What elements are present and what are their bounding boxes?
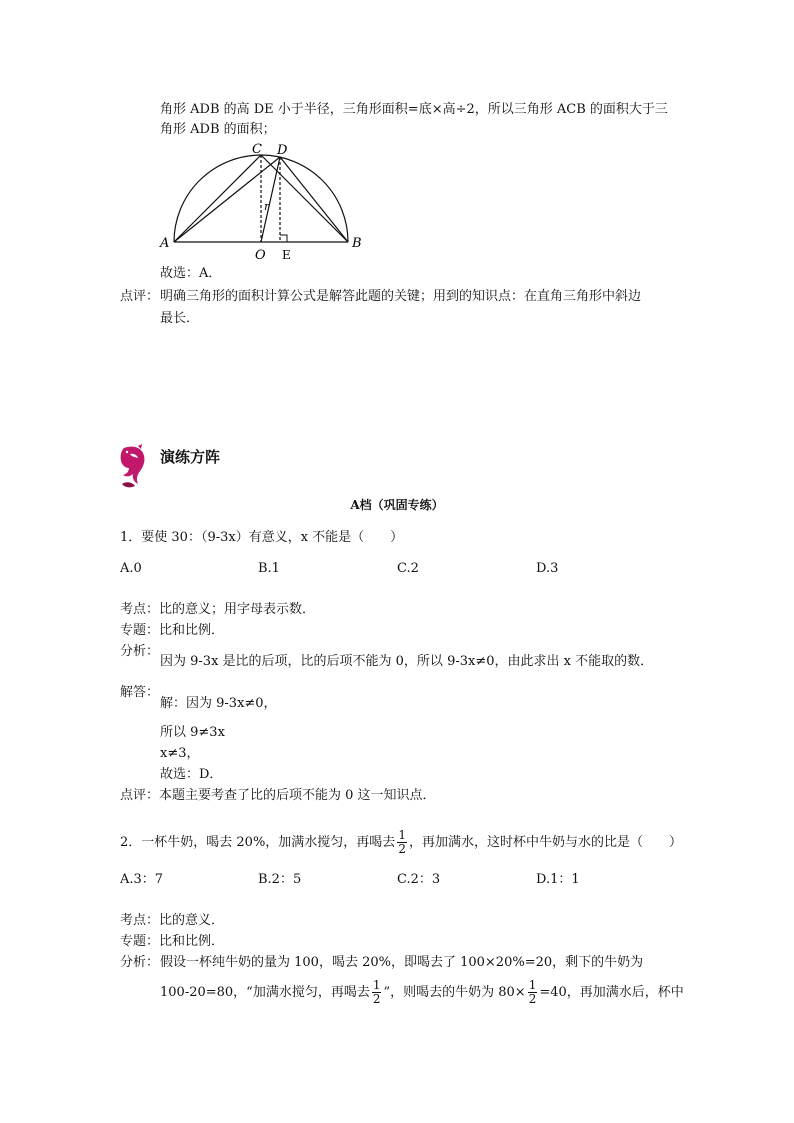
semicircle-arc: [174, 155, 348, 242]
q1-dianping: 点评：本题主要考查了比的后项不能为 0 这一知识点．: [120, 788, 436, 803]
q2-option-d: D.1：1: [536, 872, 580, 887]
q1-stem: 1．要使 30：（9-3x）有意义，x 不能是（ ）: [120, 530, 404, 545]
segment-ac: [174, 155, 261, 242]
fraction-one-half: [397, 829, 407, 856]
prev-comment-label: 点评：: [120, 289, 160, 304]
q1-kaodian: 考点：比的意义；用字母表示数．: [120, 602, 316, 617]
fraction-denominator-b: 2: [372, 992, 381, 1006]
q2-kaodian: 考点：比的意义．: [120, 913, 225, 928]
label-c: C: [252, 142, 262, 157]
segment-db: [280, 157, 348, 242]
prev-choice: 故选：A．: [160, 266, 222, 281]
fraction-numerator: 1: [398, 828, 406, 842]
q1-option-c: C.2: [397, 561, 419, 576]
q2-zhuanti: 专题：比和比例．: [120, 934, 225, 949]
level-title: A档（巩固专练）: [350, 498, 444, 512]
q1-jieda-line-1: 解：因为 9-3x≠0，: [160, 696, 277, 711]
q1-option-d: D.3: [536, 561, 559, 576]
q2-fenxi-line-2: [160, 978, 684, 1008]
q1-zhuanti: 专题：比和比例．: [120, 623, 225, 638]
label-r: r: [264, 200, 270, 213]
q2-stem-part-2: ，再加满水，这时杯中牛奶与水的比是（ ）: [408, 835, 682, 850]
q2-stem-part-1: 2．一杯牛奶，喝去 20%，加满水搅匀，再喝去: [120, 835, 396, 850]
section-title: 演练方阵: [160, 448, 221, 466]
label-a: A: [160, 236, 170, 251]
q2-fenxi-line-2-part-3: =40，再加满水后，杯中: [539, 985, 684, 1000]
q1-fenxi-text: 因为 9-3x 是比的后项，比的后项不能为 0，所以 9-3x≠0，由此求出 x 不能取的数．: [160, 654, 654, 669]
label-b: B: [352, 236, 362, 251]
q2-option-b: B.2：5: [258, 872, 302, 887]
label-d: D: [277, 143, 288, 158]
q1-jieda-line-4: 故选：D．: [160, 767, 223, 782]
fraction-denominator: 2: [398, 842, 406, 856]
q1-jieda-line-2: 所以 9≠3x: [160, 725, 225, 740]
q1-jieda-line-3: x≠3，: [160, 746, 200, 761]
q2-fenxi-line-2-part-1: 100-20=80，“加满水搅匀，再喝去: [160, 985, 370, 1000]
q2-fenxi-label: 分析：: [120, 955, 160, 970]
segment-cb: [261, 155, 348, 242]
intro-line-1: 角形 ADB 的高 DE 小于半径，三角形面积=底×高÷2，所以三角形 ACB 的面积大于三: [160, 102, 668, 117]
q1-option-b: B.1: [258, 561, 280, 576]
q2-option-a: A.3：7: [120, 872, 164, 887]
right-angle-mark: [280, 235, 287, 242]
q2-fenxi-line-2-part-2: ”，则喝去的牛奶为 80×: [383, 985, 526, 1000]
label-o: O: [255, 248, 266, 263]
q1-jieda-label: 解答：: [120, 685, 160, 700]
fraction-numerator-b: 1: [372, 978, 381, 992]
fraction-denominator-c: 2: [528, 992, 537, 1006]
label-e: E: [282, 248, 291, 262]
q2-stem: [120, 828, 682, 858]
dolphin-icon: [116, 444, 150, 490]
prev-comment-line-2: 最长．: [160, 311, 200, 326]
prev-comment-line-1: 明确三角形的面积计算公式是解答此题的关键；用到的知识点：在直角三角形中斜边: [160, 289, 642, 304]
q1-fenxi-label: 分析：: [120, 644, 160, 659]
q2-fenxi-line-1: 假设一杯纯牛奶的量为 100，喝去 20%，即喝去了 100×20%=20，剩下的牛奶为: [160, 955, 644, 970]
q2-option-c: C.2：3: [397, 872, 441, 887]
q1-option-a: A.0: [120, 561, 142, 576]
intro-line-2: 角形 ADB 的面积；: [160, 122, 276, 137]
fraction-one-half-b: [372, 979, 382, 1006]
semicircle-figure: [155, 138, 380, 265]
fraction-numerator-c: 1: [528, 978, 537, 992]
fraction-one-half-c: [528, 979, 538, 1006]
